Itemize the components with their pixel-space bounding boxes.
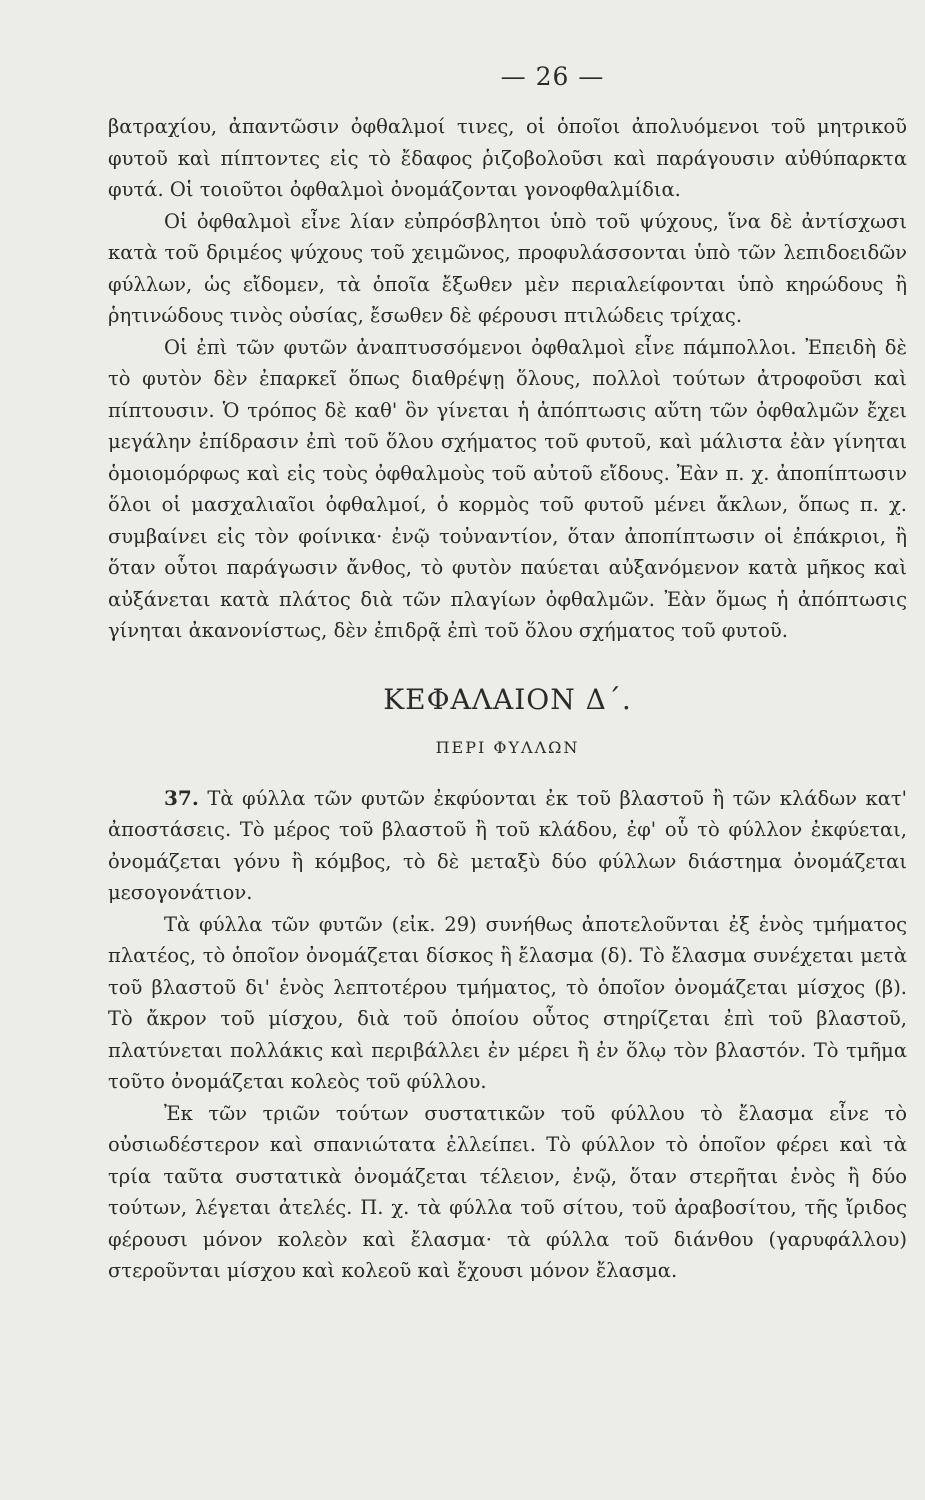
paragraph-6: Ἐκ τῶν τριῶν τούτων συστατικῶν τοῦ φύλλου τὸ ἔλασμα εἶνε τὸ οὐσιωδέστερον καὶ σπανιώτατα ἐλλείπει. Τὸ φύλλον τὸ ὁποῖον φέρει καὶ τὰ τρία ταῦτα συστατικὰ ὀνομάζεται τέλειον, ἐνῷ, ὅταν στερῆται ἑνὸς ἢ δύο τούτων, λέγεται ἀτελές. Π. χ. τὰ φύλλα τοῦ σίτου, τοῦ ἀραβοσίτου, τῆς ἴριδος φέρουσι μόνον κολεὸν καὶ ἔλασμα· τὰ φύλλα τοῦ διάνθου (γαρυφάλλου) στεροῦνται μίσχου καὶ κολεοῦ καὶ ἔχουσι μόνον ἔλασμα. xyxy=(108,1101,907,1282)
paragraph-37-text: Τὰ φύλλα τῶν φυτῶν ἐκφύονται ἐκ τοῦ βλαστοῦ ἢ τῶν κλάδων κατ' ἀποστάσεις. Τὸ μέρος τοῦ βλαστοῦ ἢ τοῦ κλάδου, ἐφ' οὗ τὸ φύλλον ἐκφύεται, ὀνομάζεται γόνυ ἢ κόμβος, τὸ δὲ μεταξὺ δύο φύλλων διάστημα ὀνομάζεται μεσογονάτιον. xyxy=(108,786,908,904)
chapter-title: ΚΕΦΑΛΑΙΟΝ Δ΄. xyxy=(383,682,632,716)
paragraph-5: Τὰ φύλλα τῶν φυτῶν (εἰκ. 29) συνήθως ἀποτελοῦνται ἐξ ἑνὸς τμήματος πλατέος, τὸ ὁποῖον ὀνομάζεται δίσκος ἢ ἔλασμα (δ). Τὸ ἔλασμα συνέχεται μετὰ τοῦ βλαστοῦ δι' ἑνὸς λεπτοτέρου τμήματος, τὸ ὁποῖον ὀνομάζεται μίσχος (β). Τὸ ἄκρον τοῦ μίσχου, διὰ τοῦ ὁποίου οὗτος στηρίζεται ἐπὶ τοῦ βλαστοῦ, πλατύνεται πολλάκις καὶ περιβάλλει ἐν μέρει ἢ ἐν ὅλῳ τὸν βλαστόν. Τὸ τμῆμα τοῦτο ὀνομάζεται κολεὸς τοῦ φύλλου. xyxy=(108,912,907,1093)
page-number: — 26 — xyxy=(500,62,605,91)
paragraph-2: Οἱ ὀφθαλμοὶ εἶνε λίαν εὐπρόσβλητοι ὑπὸ τοῦ ψύχους, ἵνα δὲ ἀντίσχωσι κατὰ τοῦ δριμέος ψύχους τοῦ χειμῶνος, προφυλάσσονται ὑπὸ τῶν λεπιδοειδῶν φύλλων, ὡς εἴδομεν, τὰ ὁποῖα ἔξωθεν μὲν περιαλείφονται ὑπὸ κηρώδους ἢ ῥητινώδους τινὸς οὐσίας, ἔσωθεν δὲ φέρουσι πτιλώδεις τρίχας. xyxy=(108,209,907,327)
paragraph-37 xyxy=(108,783,907,909)
section-title: ΠΕΡΙ ΦΥΛΛΩΝ xyxy=(435,737,580,757)
paragraph-1: βατραχίου, ἀπαντῶσιν ὀφθαλμοί τινες, οἱ ὁποῖοι ἀπολυόμενοι τοῦ μητρικοῦ φυτοῦ καὶ πίπτοντες εἰς τὸ ἔδαφος ῥιζοβολοῦσι καὶ παράγουσιν αὐθύπαρκτα φυτά. Οἱ τοιοῦτοι ὀφθαλμοὶ ὀνομάζονται γονοφθαλμίδια. xyxy=(108,115,907,201)
body-text-chapter xyxy=(108,783,907,1287)
body-text xyxy=(108,111,907,647)
paragraph-3: Οἱ ἐπὶ τῶν φυτῶν ἀναπτυσσόμενοι ὀφθαλμοὶ εἶνε πάμπολλοι. Ἐπειδὴ δὲ τὸ φυτὸν δὲν ἐπαρκεῖ ὅπως διαθρέψῃ ὅλους, πολλοὶ τούτων ἀτροφοῦσι καὶ πίπτουσιν. Ὁ τρόπος δὲ καθ' ὃν γίνεται ἡ ἀπόπτωσις αὕτη τῶν ὀφθαλμῶν ἔχει μεγάλην ἐπίδρασιν ἐπὶ τοῦ ὅλου σχήματος τοῦ φυτοῦ, καὶ μάλιστα ἐὰν γίνηται ὁμοιομόρφως καὶ εἰς τοὺς ὀφθαλμοὺς τοῦ αὐτοῦ εἴδους. Ἐὰν π. χ. ἀποπίπτωσιν ὅλοι οἱ μασχαλιαῖοι ὀφθαλμοί, ὁ κορμὸς τοῦ φυτοῦ μένει ἄκλων, ὅπως π. χ. συμβαίνει εἰς τὸν φοίνικα· ἐνῷ τοὐναντίον, ὅταν ἀποπίπτωσιν οἱ ἐπάκριοι, ἢ ὅταν οὗτοι παράγωσιν ἄνθος, τὸ φυτὸν παύεται αὐξανόμενον κατὰ μῆκος καὶ αὐξάνεται κατὰ πλάτος διὰ τῶν πλαγίων ὀφθαλμῶν. Ἐὰν ὅμως ἡ ἀπόπτωσις γίνηται ἀκανονίστως, δὲν ἐπιδρᾷ ἐπὶ τοῦ ὅλου σχήματος τοῦ φυτοῦ. xyxy=(108,335,907,642)
paragraph-number: 37. xyxy=(164,785,199,810)
